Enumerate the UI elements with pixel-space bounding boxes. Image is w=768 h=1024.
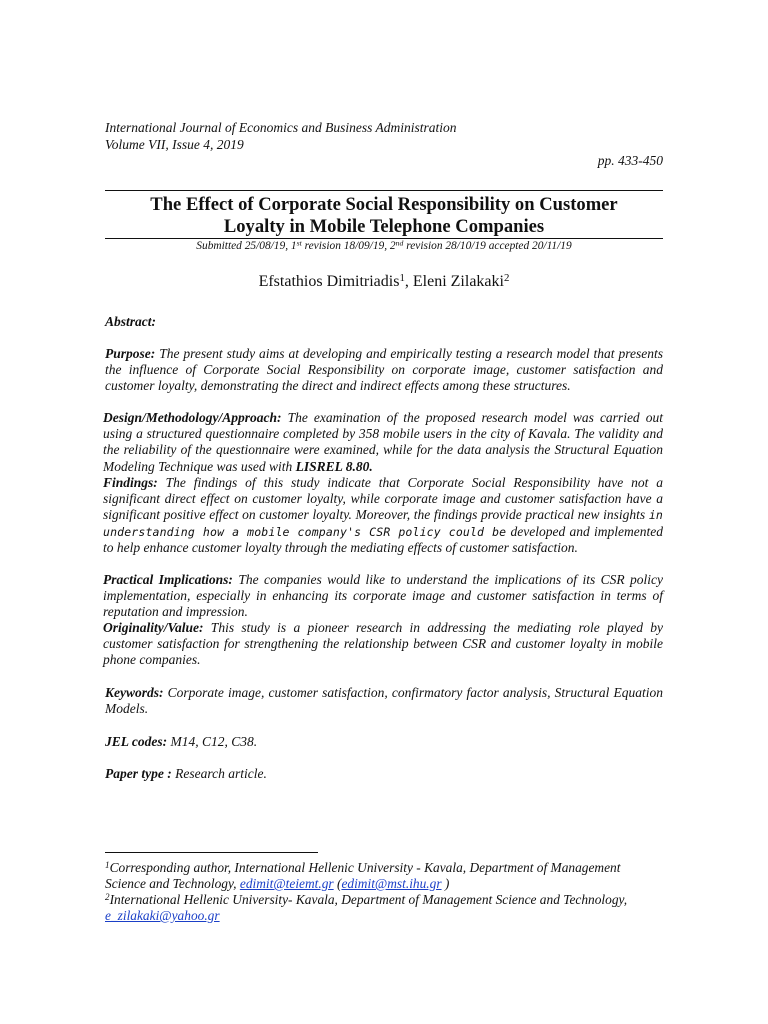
title-top-rule <box>105 190 663 191</box>
submission-dates <box>105 240 663 252</box>
findings-paragraph <box>103 475 663 556</box>
article-title <box>105 194 663 238</box>
originality-label: Originality/Value: <box>103 620 204 635</box>
submitted-b-sup: nd <box>395 238 404 248</box>
submitted-a: Submitted 25/08/19, 1 <box>196 240 297 252</box>
purpose-label: Purpose: <box>105 346 156 361</box>
footnote-1 <box>105 860 663 892</box>
purpose-paragraph <box>105 346 663 395</box>
author-1-affiliation: 1 <box>399 272 405 285</box>
footnote-1-text: Corresponding author, International Hellenic University - Kavala, Department of Management Science and Technology, <box>105 860 621 891</box>
keywords-text: Corporate image, customer satisfaction, confirmatory factor analysis, Structural Equation Models. <box>105 685 663 717</box>
design-end: . <box>369 458 373 474</box>
findings-text-1: The findings of this study indicate that Corporate Social Responsibility have not a significant direct effect on customer loyalty, while corporate image and customer satisfaction have a significant positive effect on customer loyalty. Moreover, the findings provide practical new insights <box>103 475 663 523</box>
journal-volume: Volume VII, Issue 4, 2019 <box>105 137 244 152</box>
footnote-2-marker: 2 <box>105 891 110 902</box>
design-label: Design/Methodology/Approach: <box>103 410 282 425</box>
originality-paragraph <box>103 620 663 669</box>
authors <box>105 273 663 291</box>
design-paragraph <box>103 410 663 475</box>
journal-header <box>105 119 457 153</box>
paper-type <box>105 766 663 782</box>
journal-name: International Journal of Economics and Business Administration <box>105 120 457 135</box>
footnote-2 <box>105 892 663 924</box>
jel-text: M14, C12, C38. <box>167 734 258 749</box>
submitted-b: revision 18/09/19, 2 <box>301 240 396 252</box>
practical-paragraph <box>103 572 663 621</box>
footnote-1-marker: 1 <box>105 859 110 870</box>
page-range: pp. 433-450 <box>597 153 663 168</box>
author-2-affiliation: 2 <box>503 272 510 285</box>
practical-text: The companies would like to understand the implications of its CSR policy implementation, especially in enhancing its corporate image and customer satisfaction in terms of reputation and impression. <box>103 572 663 620</box>
footnote-1-mid: ( <box>333 876 342 891</box>
jel-codes <box>105 734 663 750</box>
abstract-heading: Abstract: <box>105 314 157 329</box>
keywords-paragraph <box>105 685 663 717</box>
paper-type-label: Paper type : <box>105 766 172 781</box>
design-bold-text: LISREL 8.80 <box>295 458 370 474</box>
practical-label: Practical Implications: <box>103 572 233 587</box>
keywords-label: Keywords: <box>105 685 164 700</box>
submitted-c: revision 28/10/19 accepted 20/11/19 <box>403 240 572 252</box>
title-line-2: Loyalty in Mobile Telephone Companies <box>223 216 545 237</box>
author-separator: , <box>404 273 413 290</box>
title-bottom-rule <box>105 238 663 239</box>
findings-text-handwritten: in understanding how a mobile company's CSR policy could be <box>103 508 663 539</box>
footnote-rule <box>105 852 318 853</box>
design-text: The examination of the proposed research model was carried out using a structured questionnaire completed by 358 mobile users in the city of Kavala. The validity and the reliability of the questionnaire were examined, while for the data analysis the Structural Equation Modeling Technique was used with <box>103 410 663 474</box>
author-2: Eleni Zilakaki <box>412 273 504 290</box>
footnote-1-end: ) <box>441 876 450 891</box>
findings-label: Findings: <box>103 475 158 490</box>
findings-text-2: developed and implemented to help enhance customer loyalty through the mediating effects of customer satisfaction. <box>103 523 663 555</box>
title-line-1: The Effect of Corporate Social Responsibility on Customer <box>150 194 618 215</box>
footnote-2-text: International Hellenic University- Kavala, Department of Management Science and Technology, <box>109 892 628 907</box>
jel-label: JEL codes: <box>105 734 168 749</box>
submitted-a-sup: st <box>296 238 302 248</box>
paper-type-text: Research article. <box>171 766 267 781</box>
footnote-1-email-link-2[interactable]: edimit@mst.ihu.gr <box>341 876 442 891</box>
footnote-1-email-link[interactable]: edimit@teiemt.gr <box>239 876 334 891</box>
originality-text: This study is a pioneer research in addressing the mediating role played by customer satisfaction for strengthening the relationship between CSR and customer loyalty in mobile phone companies. <box>103 620 663 668</box>
footnote-2-email-link[interactable]: e_zilakaki@yahoo.gr <box>105 908 220 923</box>
purpose-text: The present study aims at developing and empirically testing a research model that presents the influence of Corporate Social Responsibility on corporate image, customer satisfaction and customer loyalty, demonstrating the direct and indirect effects among these structures. <box>105 346 663 394</box>
author-1: Efstathios Dimitriadis <box>258 273 400 290</box>
